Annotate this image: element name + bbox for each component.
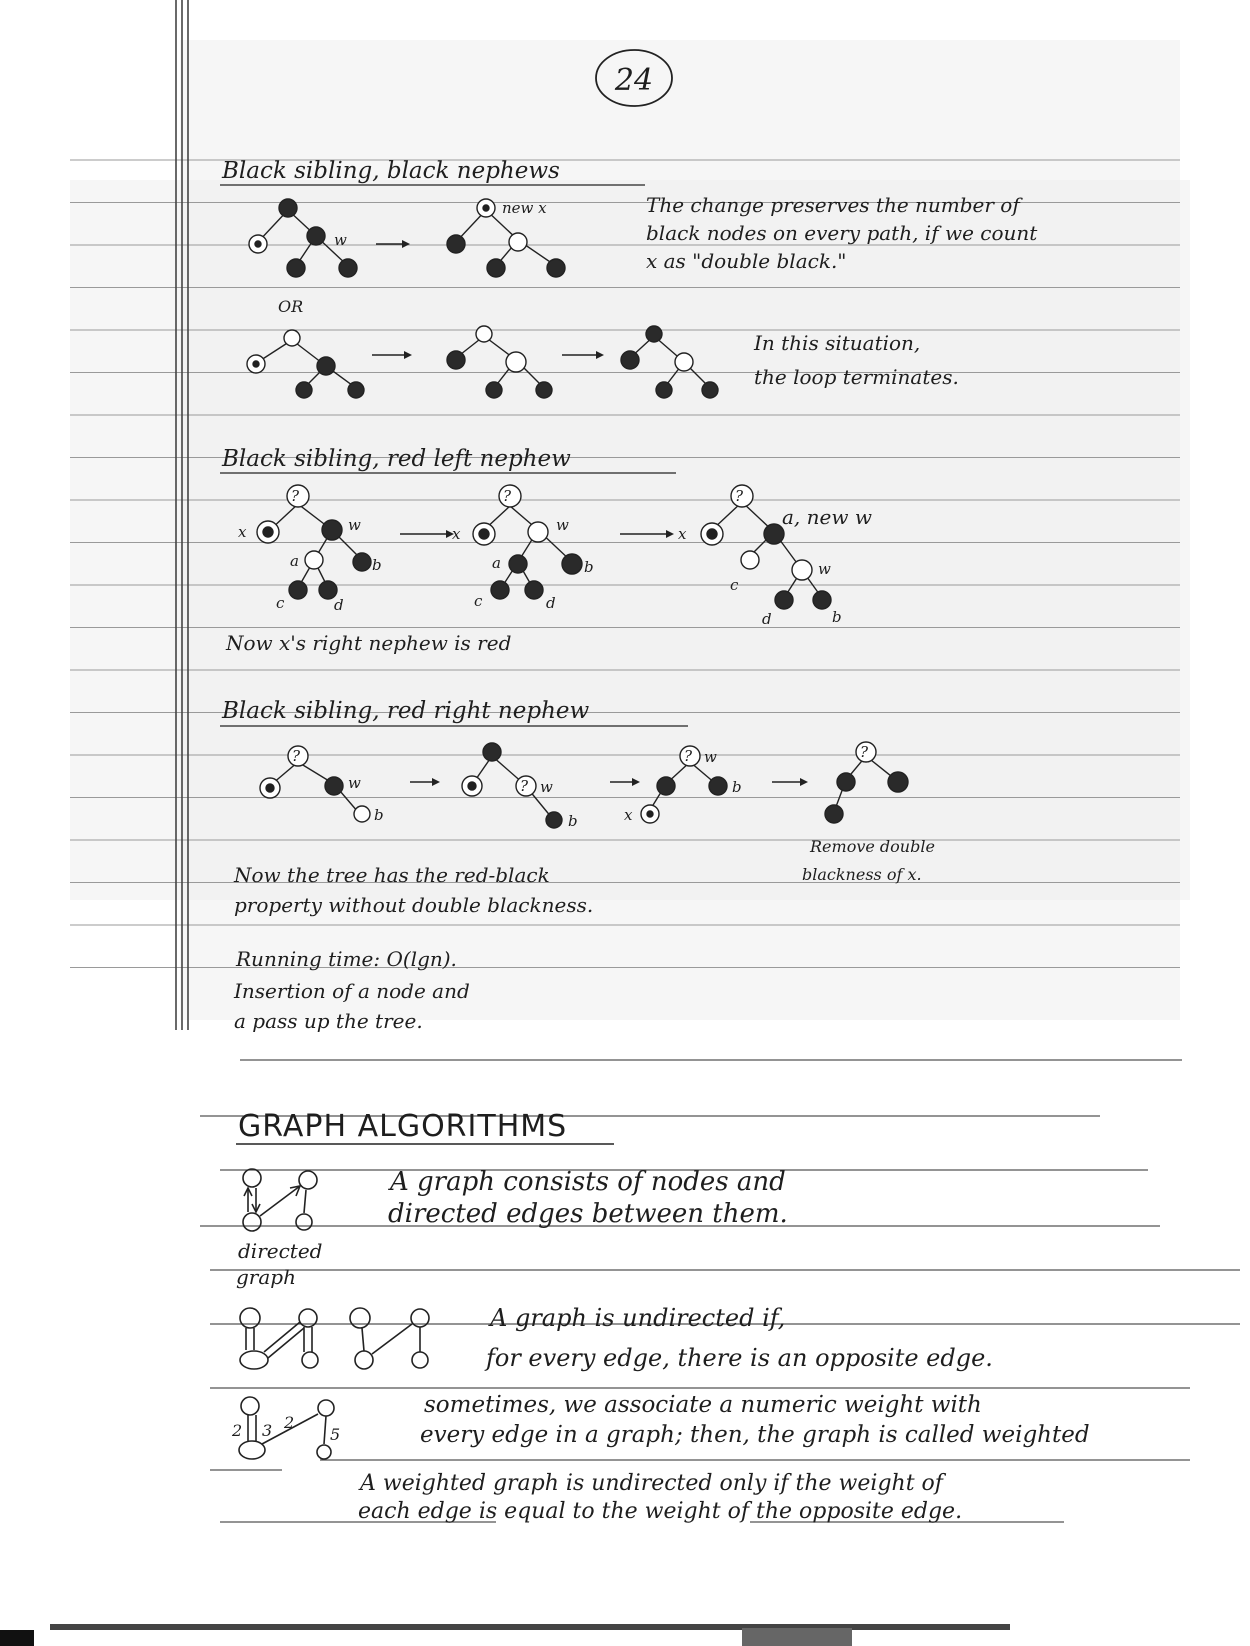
svg-text:blackness of x.: blackness of x.	[802, 865, 922, 884]
section3-heading: Black sibling, red right nephew	[222, 698, 590, 724]
svg-text:a, new w: a, new w	[782, 505, 872, 529]
graph-algorithms-title: GRAPH ALGORITHMS	[238, 1109, 568, 1144]
svg-text:a: a	[290, 552, 299, 570]
svg-text:?: ?	[860, 743, 869, 761]
svg-text:A graph consists of nodes and: A graph consists of nodes and	[390, 1167, 786, 1197]
svg-text:?: ?	[520, 777, 529, 795]
svg-text:x as "double black.": x as "double black."	[646, 249, 847, 273]
svg-text:c: c	[276, 594, 285, 612]
svg-text:property without double blackn: property without double blackness.	[234, 893, 594, 917]
svg-text:In this situation,: In this situation,	[754, 331, 921, 355]
svg-text:?: ?	[292, 747, 301, 765]
svg-text:for every edge, there is an op: for every edge, there is an opposite edge.	[486, 1344, 993, 1372]
svg-text:The change preserves the numbe: The change preserves the number of	[646, 193, 1020, 217]
svg-text:c: c	[730, 576, 739, 594]
svg-text:x: x	[624, 806, 633, 824]
svg-text:w: w	[348, 774, 361, 792]
svg-text:every edge in a graph; then, t: every edge in a graph; then, the graph is called weighted	[420, 1422, 1090, 1448]
svg-text:b: b	[832, 608, 842, 626]
svg-text:?: ?	[735, 487, 744, 505]
svg-text:?: ?	[503, 487, 512, 505]
svg-text:5: 5	[330, 1425, 341, 1444]
svg-text:x: x	[452, 525, 461, 543]
svg-text:new x: new x	[502, 199, 547, 217]
svg-text:black nodes on every path, if: black nodes on every path, if we count	[646, 221, 1038, 245]
svg-text:2: 2	[232, 1421, 243, 1440]
directed-graph-icon	[243, 1169, 317, 1231]
svg-text:directed: directed	[238, 1239, 323, 1263]
svg-text:b: b	[584, 558, 594, 576]
svg-text:b: b	[372, 556, 382, 574]
undirected-definition	[484, 1304, 993, 1372]
svg-text:Now the tree has the red-black: Now the tree has the red-black	[234, 863, 550, 887]
svg-text:2: 2	[284, 1413, 295, 1432]
svg-text:b: b	[732, 778, 742, 796]
running-time-note	[233, 947, 470, 1033]
svg-text:sometimes, we associate a nume: sometimes, we associate a numeric weight with	[424, 1392, 982, 1418]
weighted-undirected-definition	[358, 1471, 962, 1524]
svg-text:the loop terminates.: the loop terminates.	[754, 365, 959, 389]
section2-footer: Now x's right nephew is red	[226, 631, 512, 655]
svg-text:d: d	[762, 610, 772, 628]
svg-text:x: x	[238, 523, 247, 541]
svg-text:Running time: O(lgn).: Running time: O(lgn).	[236, 947, 457, 971]
svg-text:x: x	[678, 525, 687, 543]
svg-text:Remove double: Remove double	[810, 837, 935, 856]
graph-definition	[388, 1167, 788, 1229]
svg-text:24: 24	[614, 63, 654, 98]
svg-text:OR: OR	[278, 297, 304, 316]
svg-text:3: 3	[262, 1421, 273, 1440]
undirected-graph-icon-2	[350, 1308, 429, 1369]
svg-text:w: w	[540, 778, 553, 796]
svg-text:b: b	[374, 806, 384, 824]
svg-text:A weighted graph is undirected: A weighted graph is undirected only if the weight of	[360, 1471, 943, 1496]
svg-text:?: ?	[684, 747, 693, 765]
svg-text:each edge is equal to the weig: each edge is equal to the weight of the opposite edge.	[358, 1499, 963, 1524]
svg-text:a pass up the tree.: a pass up the tree.	[234, 1009, 423, 1033]
svg-text:w: w	[556, 516, 569, 534]
undirected-graph-icon	[240, 1308, 318, 1369]
svg-text:b: b	[568, 812, 578, 830]
svg-text:graph: graph	[236, 1265, 296, 1289]
svg-text:c: c	[474, 592, 483, 610]
page-bottom-edge	[0, 1624, 1010, 1646]
svg-text:w: w	[818, 560, 831, 578]
svg-text:a: a	[492, 554, 501, 572]
svg-text:d: d	[546, 594, 556, 612]
svg-text:d: d	[334, 596, 344, 614]
svg-text:w: w	[334, 231, 347, 249]
section1-heading: Black sibling, black nephews	[222, 158, 560, 184]
svg-text:w: w	[348, 516, 361, 534]
weighted-definition	[420, 1392, 1090, 1448]
svg-text:w: w	[704, 748, 717, 766]
svg-text:?: ?	[291, 487, 300, 505]
svg-text:directed edges between them.: directed edges between them.	[388, 1199, 788, 1229]
svg-text:Insertion of a node and: Insertion of a node and	[234, 979, 470, 1003]
section2-heading: Black sibling, red left nephew	[222, 446, 571, 472]
svg-text:A graph is undirected if,: A graph is undirected if,	[490, 1304, 786, 1332]
